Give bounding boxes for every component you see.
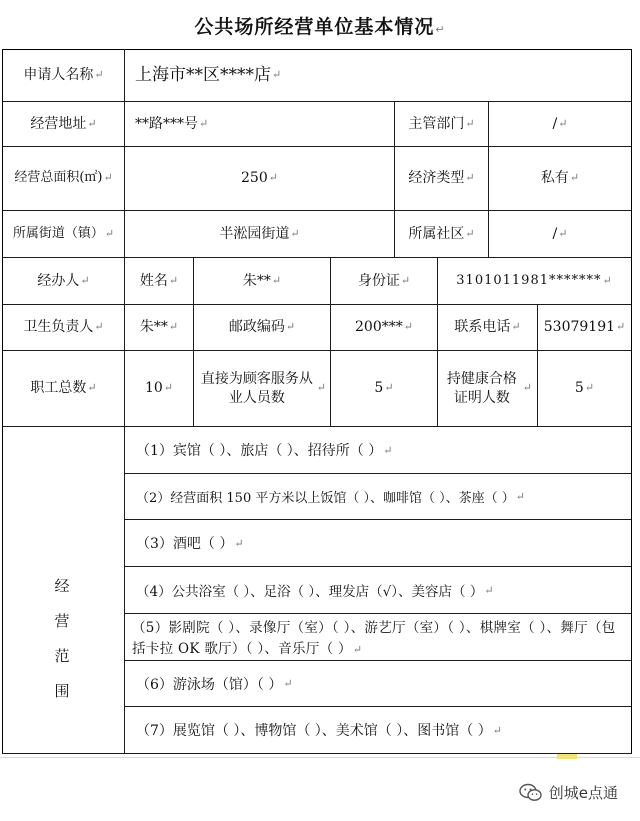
scope-item-baths: （4）公共浴室（ ）、足浴（ ）、理发店（√）、美容店（ ） ↵ <box>136 583 494 600</box>
community-label: 所属社区 ↵ <box>408 225 475 242</box>
phone-value: 53079191 ↵ <box>543 319 626 336</box>
business-scope-label: 经 营 范 围 <box>54 577 70 700</box>
address-label: 经营地址 ↵ <box>30 115 97 132</box>
scope-item-entertainment: （5）影剧院（ ）、录像厅（室）（ ）、游艺厅（室）（ ）、棋牌室（ ）、舞厅（包括卡拉 OK 歌厅）（ ）、音乐厅（ ）↵ <box>132 620 616 657</box>
street-value: 半淞园街道 ↵ <box>219 225 300 242</box>
community-value: / ↵ <box>552 225 568 242</box>
address-value: **路***号 ↵ <box>135 115 209 132</box>
staff-total-label: 职工总数 ↵ <box>30 380 97 397</box>
street-label: 所属街道（镇） ↵ <box>12 225 115 241</box>
applicant-value: 上海市**区****店 ↵ <box>135 65 282 86</box>
wechat-icon <box>519 783 543 803</box>
direct-service-value: 5 ↵ <box>374 380 394 397</box>
handler-name-label: 姓名 ↵ <box>139 272 179 289</box>
id-card-label: 身份证 ↵ <box>357 272 411 289</box>
staff-total-value: 10 ↵ <box>144 380 174 397</box>
scope-item-restaurants: （2）经营面积 150 平方米以上饭馆（ ）、咖啡馆（ ）、茶座（ ） ↵ <box>136 490 525 506</box>
area-value: 250 ↵ <box>241 170 278 187</box>
dept-label: 主管部门 ↵ <box>408 115 475 132</box>
postal-code-value: 200*** ↵ <box>355 319 413 336</box>
id-card-value: 3101011981******* ↵ <box>456 272 613 288</box>
health-cert-value: 5 ↵ <box>574 380 595 397</box>
area-label: 经营总面积(㎡) ↵ <box>14 170 113 186</box>
health-cert-label: 持健康合格证明人数 ↵ <box>446 371 532 406</box>
scope-item-hotels: （1）宾馆（ ）、旅店（ ）、招待所（ ） ↵ <box>136 443 393 459</box>
postal-code-label: 邮政编码 ↵ <box>228 319 296 336</box>
handler-name-value: 朱** ↵ <box>242 272 282 289</box>
applicant-label: 申请人名称 ↵ <box>23 67 104 84</box>
dept-value: / ↵ <box>552 115 568 132</box>
footer-divider <box>0 757 640 758</box>
watermark-text: 创城e点通 <box>548 784 618 802</box>
phone-label: 联系电话 ↵ <box>454 319 521 336</box>
direct-service-label: 直接为顾客服务从业人员数 ↵ <box>200 371 326 406</box>
scope-item-swimming: （6）游泳场（馆）（ ） ↵ <box>136 676 293 693</box>
page-title: 公共场所经营单位基本情况↵ <box>194 16 446 38</box>
health-officer-value: 朱** ↵ <box>139 319 179 336</box>
econ-type-label: 经济类型 ↵ <box>408 170 475 187</box>
page-tab-marker <box>557 754 577 759</box>
scope-item-bars: （3）酒吧（ ） ↵ <box>136 536 244 552</box>
health-officer-label: 卫生负责人 ↵ <box>23 319 104 336</box>
scope-item-exhibitions: （7）展览馆（ ）、博物馆（ ）、美术馆（ ）、图书馆（ ） ↵ <box>136 723 502 739</box>
handler-label: 经办人 ↵ <box>37 272 90 289</box>
econ-type-value: 私有 ↵ <box>540 170 580 187</box>
watermark <box>519 782 618 803</box>
